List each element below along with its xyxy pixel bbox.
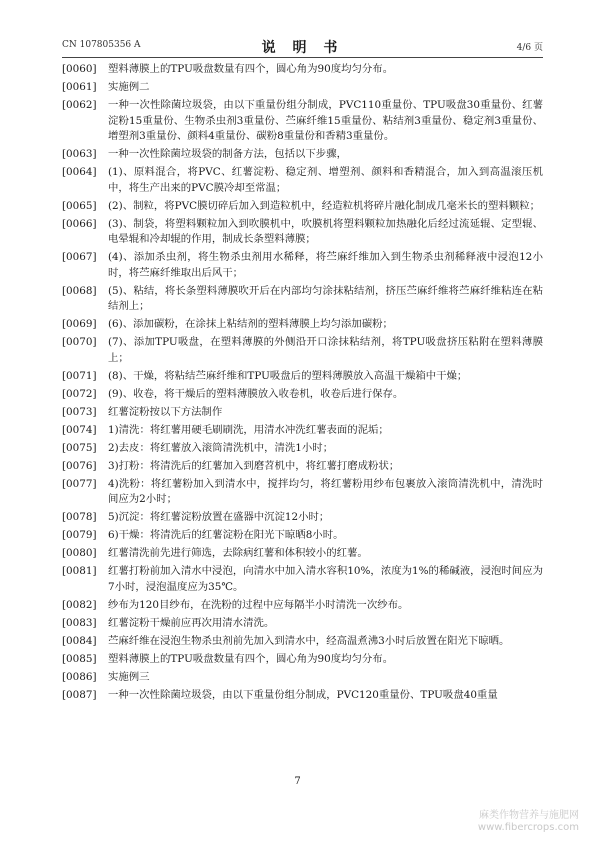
paragraph <box>62 317 543 333</box>
watermark <box>478 810 579 834</box>
paragraph-number: [0061] <box>62 81 97 93</box>
paragraph-text: (6)、添加碳粉，在涂抹上粘结剂的塑料薄膜上均匀添加碳粉； <box>108 318 393 330</box>
header-rule <box>62 57 543 58</box>
paragraph-number: [0076] <box>62 459 97 472</box>
paragraph-number: [0062] <box>62 99 97 111</box>
paragraph <box>62 284 543 315</box>
paragraph-text: 纱布为120目纱布，在洗粉的过程中应每隔半小时清洗一次纱布。 <box>108 598 409 611</box>
paragraph-text: 1)清洗：将红薯用硬毛刷刷洗，用清水冲洗红薯表面的泥垢； <box>108 423 389 436</box>
paragraph-text: (2)、制粒，将PVC膜切碎后加入到造粒机中，经造粒机将碎片融化制成几毫米长的塑料颗粒； <box>108 199 541 212</box>
paragraph-text: 塑料薄膜上的TPU吸盘数量有四个，圆心角为90度均匀分布。 <box>108 63 394 75</box>
paragraph <box>62 369 543 385</box>
paragraph <box>62 217 543 248</box>
paragraph-text: 4)洗粉：将红薯粉加入到清水中，搅拌均匀，将红薯粉用纱布包裹放入滚筒清洗机中，清洗时间应为2小时； <box>108 477 543 505</box>
paragraph <box>62 98 543 145</box>
paragraph <box>62 510 543 526</box>
paragraph-text: 2)去皮：将红薯放入滚筒清洗机中，清洗1小时； <box>108 441 334 454</box>
paragraph-number: [0069] <box>62 318 97 330</box>
paragraph-text: 一种一次性除菌垃圾袋，由以下重量份组分制成，PVC110重量份、TPU吸盘30重量份、红薯淀粉15重量份、生物杀虫剂3重量份、苎麻纤维15重量份、粘结剂3重量份、稳定剂3重量份、增塑剂3重量份、颜料4重量份、碳粉8重量份和香精3重量份。 <box>108 99 543 142</box>
paragraph-text: (9)、收卷，将干燥后的塑料薄膜放入收卷机，收卷后进行保存。 <box>108 387 404 400</box>
paragraph-text: (7)、添加TPU吸盘，在塑料薄膜的外侧沿开口涂抹粘结剂，将TPU吸盘挤压粘附在塑料薄膜上； <box>108 336 543 364</box>
paragraph <box>62 165 543 196</box>
paragraph-number: [0067] <box>62 251 97 263</box>
paragraph-number: [0087] <box>62 688 97 701</box>
paragraph <box>62 423 543 439</box>
paragraph-number: [0063] <box>62 148 97 160</box>
paragraph <box>62 250 543 281</box>
paragraph-text: 红薯淀粉干燥前应再次用清水清洗。 <box>108 616 275 629</box>
page-header <box>62 40 543 54</box>
paragraph-text: 一种一次性除菌垃圾袋的制备方法，包括以下步骤， <box>108 148 347 160</box>
paragraph-number: [0085] <box>62 652 97 665</box>
paragraph-text: 实施例二 <box>108 81 150 93</box>
paragraph-number: [0086] <box>62 670 97 683</box>
paragraph <box>62 670 543 686</box>
paragraph-number: [0079] <box>62 529 97 541</box>
watermark-line1: 麻类作物营养与施肥网 <box>479 810 579 821</box>
paragraph-number: [0077] <box>62 477 97 490</box>
paragraph-number: [0060] <box>62 63 97 75</box>
paragraph <box>62 546 543 562</box>
paragraph-text: (3)、制袋，将塑料颗粒加入到吹膜机中，吹膜机将塑料颗粒加热融化后经过流延辊、定型辊、电晕辊和冷却辊的作用，制成长条塑料薄膜； <box>108 217 543 245</box>
paragraph <box>62 477 543 508</box>
paragraph <box>62 80 543 96</box>
paragraph-number: [0081] <box>62 565 97 577</box>
paragraph <box>62 387 543 403</box>
paragraph-text: 红薯淀粉按以下方法制作 <box>108 405 223 418</box>
paragraph <box>62 199 543 215</box>
paragraph <box>62 405 543 421</box>
paragraph-text: (1)、原料混合，将PVC、红薯淀粉、稳定剂、增塑剂、颜料和香精混合，加入到高温滚压机中，将生产出来的PVC膜冷却至常温； <box>108 166 543 194</box>
paragraph <box>62 147 543 163</box>
paragraph-number: [0065] <box>62 199 97 212</box>
paragraph-text: (8)、干燥，将粘结苎麻纤维和TPU吸盘后的塑料薄膜放入高温干燥箱中干燥； <box>108 369 468 382</box>
paragraph-number: [0075] <box>62 441 97 454</box>
paragraph-number: [0068] <box>62 284 97 297</box>
paragraph-text: 红薯清洗前先进行筛选，去除病红薯和体积较小的红薯。 <box>108 547 368 559</box>
paragraph <box>62 441 543 457</box>
paragraph-text: (5)、粘结，将长条塑料薄膜吹开后在内部均匀涂抹粘结剂，挤压苎麻纤维将苎麻纤维粘连在粘结剂上； <box>108 284 543 312</box>
paragraph-text: 苎麻纤维在浸泡生物杀虫剂前先加入到清水中，经高温煮沸3小时后放置在阳光下晾晒。 <box>108 634 510 647</box>
document-body <box>62 62 543 706</box>
document-title: 说 明 书 <box>261 40 344 56</box>
paragraph-text: 6)干燥：将清洗后的红薯淀粉在阳光下晾晒8小时。 <box>108 529 344 541</box>
paragraph <box>62 335 543 366</box>
paragraph-number: [0078] <box>62 511 97 523</box>
paragraph <box>62 652 543 668</box>
paragraph-text: 一种一次性除菌垃圾袋，由以下重量份组分制成，PVC120重量份、TPU吸盘40重量 <box>108 688 498 701</box>
patent-number: CN 107805356 A <box>62 40 141 50</box>
paragraph-text: 实施例三 <box>108 670 150 683</box>
paragraph-number: [0070] <box>62 336 97 348</box>
paragraph <box>62 688 543 704</box>
paragraph <box>62 62 543 78</box>
paragraph-number: [0080] <box>62 547 97 559</box>
paragraph <box>62 598 543 614</box>
paragraph-text: 塑料薄膜上的TPU吸盘数量有四个，圆心角为90度均匀分布。 <box>108 652 394 665</box>
page-count: 4/6 页 <box>516 43 543 53</box>
paragraph-number: [0073] <box>62 405 97 418</box>
paragraph-number: [0082] <box>62 598 97 611</box>
paragraph-text: (4)、添加杀虫剂，将生物杀虫剂用水稀释，将苎麻纤维加入到生物杀虫剂稀释液中浸泡12小时，将苎麻纤维取出后风干； <box>108 251 543 279</box>
paragraph-number: [0066] <box>62 217 97 230</box>
paragraph <box>62 616 543 632</box>
paragraph-text: 3)打粉：将清洗后的红薯加入到磨苕机中，将红薯打磨成粉状； <box>108 459 400 472</box>
paragraph-number: [0064] <box>62 166 97 178</box>
watermark-line2: www.fibercrops.com <box>477 822 579 833</box>
paragraph-text: 红薯打粉前加入清水中浸泡，向清水中加入清水容积10%，浓度为1%的稀碱液，浸泡时间应为7小时，浸泡温度应为35℃。 <box>108 565 543 593</box>
paragraph-number: [0084] <box>62 634 97 647</box>
paragraph <box>62 528 543 544</box>
paragraph <box>62 564 543 595</box>
paragraph-text: 5)沉淀：将红薯淀粉放置在盛器中沉淀12小时； <box>108 511 330 523</box>
paragraph <box>62 459 543 475</box>
paragraph <box>62 634 543 650</box>
paragraph-number: [0072] <box>62 387 97 400</box>
paragraph-number: [0074] <box>62 423 97 436</box>
paragraph-number: [0071] <box>62 369 97 382</box>
paragraph-number: [0083] <box>62 616 97 629</box>
page-number: 7 <box>294 776 301 787</box>
